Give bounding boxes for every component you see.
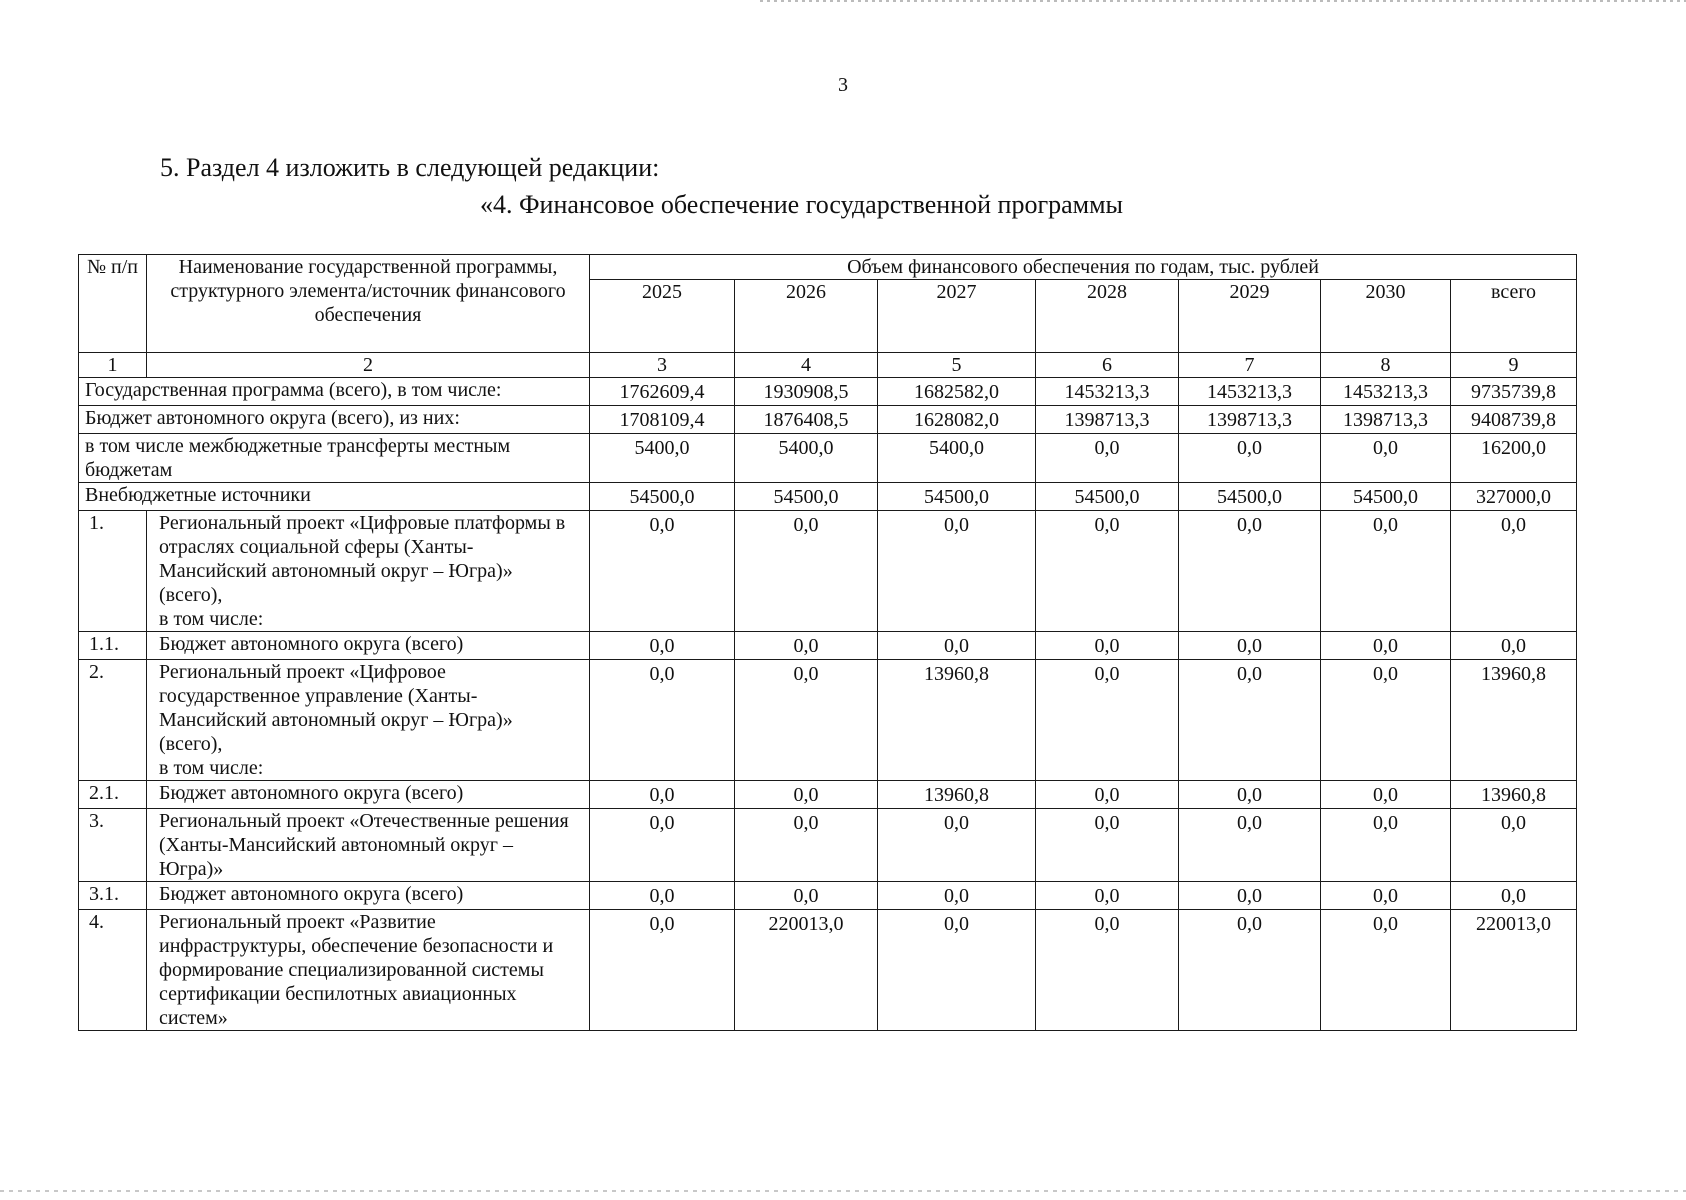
row-value: 0,0	[735, 809, 878, 882]
row-value: 0,0	[878, 632, 1036, 660]
row-value: 0,0	[590, 809, 735, 882]
row-num: 1.	[79, 511, 147, 632]
col-number: 7	[1179, 353, 1321, 378]
row-num: 2.	[79, 660, 147, 781]
row-value: 0,0	[1321, 511, 1451, 632]
row-value: 0,0	[1179, 434, 1321, 483]
row-num: 1.1.	[79, 632, 147, 660]
row-value: 0,0	[590, 632, 735, 660]
header-total: всего	[1451, 280, 1577, 353]
row-value: 0,0	[590, 660, 735, 781]
table-row-project-2	[79, 660, 1577, 781]
scan-artifact-top	[760, 0, 1686, 2]
row-name: Внебюджетные источники	[79, 483, 590, 511]
row-value: 0,0	[590, 781, 735, 809]
table-row-project-4	[79, 910, 1577, 1031]
header-year-2030: 2030	[1321, 280, 1451, 353]
row-value: 13960,8	[1451, 660, 1577, 781]
row-num: 4.	[79, 910, 147, 1031]
row-name: Региональный проект «Развитие инфраструктуры, обеспечение безопасности и формирование специализированной системы сертификации беспилотных авиационных систем»	[147, 910, 590, 1031]
row-value: 1762609,4	[590, 378, 735, 406]
row-value: 0,0	[735, 882, 878, 910]
row-value: 54500,0	[590, 483, 735, 511]
row-value: 0,0	[735, 511, 878, 632]
row-name: Региональный проект «Цифровое государственное управление (Ханты-Мансийский автономный округ – Югра)» (всего), в том числе:	[147, 660, 590, 781]
table-row-program-total	[79, 378, 1577, 406]
row-value: 0,0	[735, 781, 878, 809]
row-value: 0,0	[1179, 882, 1321, 910]
row-value: 0,0	[735, 660, 878, 781]
row-num: 3.	[79, 809, 147, 882]
row-value: 5400,0	[590, 434, 735, 483]
row-value: 0,0	[735, 632, 878, 660]
row-value: 0,0	[878, 910, 1036, 1031]
col-number: 3	[590, 353, 735, 378]
header-year-2028: 2028	[1036, 280, 1179, 353]
row-value: 0,0	[1036, 809, 1179, 882]
row-value: 54500,0	[1179, 483, 1321, 511]
row-value: 0,0	[1321, 882, 1451, 910]
header-name: Наименование государственной программы, структурного элемента/источник финансового обеспечения	[147, 255, 590, 353]
col-number: 9	[1451, 353, 1577, 378]
row-value: 0,0	[1036, 434, 1179, 483]
row-value: 1453213,3	[1179, 378, 1321, 406]
row-value: 54500,0	[878, 483, 1036, 511]
row-value: 0,0	[1036, 882, 1179, 910]
row-value: 16200,0	[1451, 434, 1577, 483]
row-name: Бюджет автономного округа (всего), из них:	[79, 406, 590, 434]
row-name: Региональный проект «Цифровые платформы в отраслях социальной сферы (Ханты-Мансийский автономный округ – Югра)» (всего), в том числе:	[147, 511, 590, 632]
table-row-project-1	[79, 511, 1577, 632]
table-row-transfers	[79, 434, 1577, 483]
table-row-project-3	[79, 809, 1577, 882]
table-row-extrabudget	[79, 483, 1577, 511]
row-value: 1708109,4	[590, 406, 735, 434]
row-value: 0,0	[1036, 660, 1179, 781]
row-value: 1398713,3	[1036, 406, 1179, 434]
row-name: в том числе межбюджетные трансферты местным бюджетам	[79, 434, 590, 483]
header-year-2027: 2027	[878, 280, 1036, 353]
header-year-2029: 2029	[1179, 280, 1321, 353]
row-value: 54500,0	[735, 483, 878, 511]
table-row-project-2-budget	[79, 781, 1577, 809]
row-value: 0,0	[1036, 632, 1179, 660]
col-number: 4	[735, 353, 878, 378]
row-value: 1682582,0	[878, 378, 1036, 406]
row-name: Региональный проект «Отечественные решения (Ханты-Мансийский автономный округ – Югра)»	[147, 809, 590, 882]
header-year-2026: 2026	[735, 280, 878, 353]
row-value: 0,0	[1036, 910, 1179, 1031]
row-value: 220013,0	[735, 910, 878, 1031]
row-value: 5400,0	[735, 434, 878, 483]
row-value: 327000,0	[1451, 483, 1577, 511]
col-number: 2	[147, 353, 590, 378]
row-value: 1876408,5	[735, 406, 878, 434]
row-name: Бюджет автономного округа (всего)	[147, 882, 590, 910]
table-row-project-3-budget	[79, 882, 1577, 910]
row-value: 0,0	[1321, 434, 1451, 483]
col-number: 8	[1321, 353, 1451, 378]
header-num: № п/п	[79, 255, 147, 353]
col-number: 6	[1036, 353, 1179, 378]
row-value: 0,0	[1179, 910, 1321, 1031]
row-value: 0,0	[590, 511, 735, 632]
row-value: 1628082,0	[878, 406, 1036, 434]
row-value: 9735739,8	[1451, 378, 1577, 406]
row-value: 0,0	[590, 910, 735, 1031]
row-value: 1453213,3	[1321, 378, 1451, 406]
row-value: 5400,0	[878, 434, 1036, 483]
row-value: 0,0	[590, 882, 735, 910]
row-value: 0,0	[878, 511, 1036, 632]
row-value: 0,0	[1451, 809, 1577, 882]
header-row-1	[79, 255, 1577, 280]
row-value: 220013,0	[1451, 910, 1577, 1031]
row-value: 1453213,3	[1036, 378, 1179, 406]
row-value: 1398713,3	[1179, 406, 1321, 434]
row-value: 0,0	[1179, 632, 1321, 660]
row-value: 0,0	[878, 809, 1036, 882]
header-group: Объем финансового обеспечения по годам, тыс. рублей	[590, 255, 1577, 280]
row-value: 0,0	[1321, 632, 1451, 660]
row-value: 0,0	[1451, 632, 1577, 660]
row-value: 0,0	[1451, 511, 1577, 632]
row-num: 3.1.	[79, 882, 147, 910]
row-value: 54500,0	[1321, 483, 1451, 511]
page-number: 3	[838, 74, 848, 96]
col-number: 5	[878, 353, 1036, 378]
row-value: 13960,8	[878, 781, 1036, 809]
row-value: 54500,0	[1036, 483, 1179, 511]
col-number: 1	[79, 353, 147, 378]
row-value: 0,0	[1179, 660, 1321, 781]
table-row-project-1-budget	[79, 632, 1577, 660]
row-value: 0,0	[878, 882, 1036, 910]
row-value: 0,0	[1321, 660, 1451, 781]
row-value: 0,0	[1179, 809, 1321, 882]
section-title: «4. Финансовое обеспечение государственной программы	[480, 190, 1124, 219]
table-row-okrug-budget	[79, 406, 1577, 434]
row-value: 0,0	[1321, 809, 1451, 882]
row-value: 0,0	[1451, 882, 1577, 910]
row-name: Бюджет автономного округа (всего)	[147, 632, 590, 660]
row-num: 2.1.	[79, 781, 147, 809]
header-year-2025: 2025	[590, 280, 735, 353]
row-value: 1398713,3	[1321, 406, 1451, 434]
row-value: 1930908,5	[735, 378, 878, 406]
instruction-text: 5. Раздел 4 изложить в следующей редакции:	[160, 153, 660, 182]
row-value: 9408739,8	[1451, 406, 1577, 434]
financing-table	[78, 254, 1577, 1031]
row-name: Государственная программа (всего), в том числе:	[79, 378, 590, 406]
row-value: 13960,8	[878, 660, 1036, 781]
row-value: 13960,8	[1451, 781, 1577, 809]
row-name: Бюджет автономного округа (всего)	[147, 781, 590, 809]
row-value: 0,0	[1036, 781, 1179, 809]
row-value: 0,0	[1036, 511, 1179, 632]
scan-artifact-bottom	[0, 1190, 1686, 1192]
row-value: 0,0	[1321, 910, 1451, 1031]
column-number-row	[79, 353, 1577, 378]
row-value: 0,0	[1179, 781, 1321, 809]
row-value: 0,0	[1321, 781, 1451, 809]
row-value: 0,0	[1179, 511, 1321, 632]
